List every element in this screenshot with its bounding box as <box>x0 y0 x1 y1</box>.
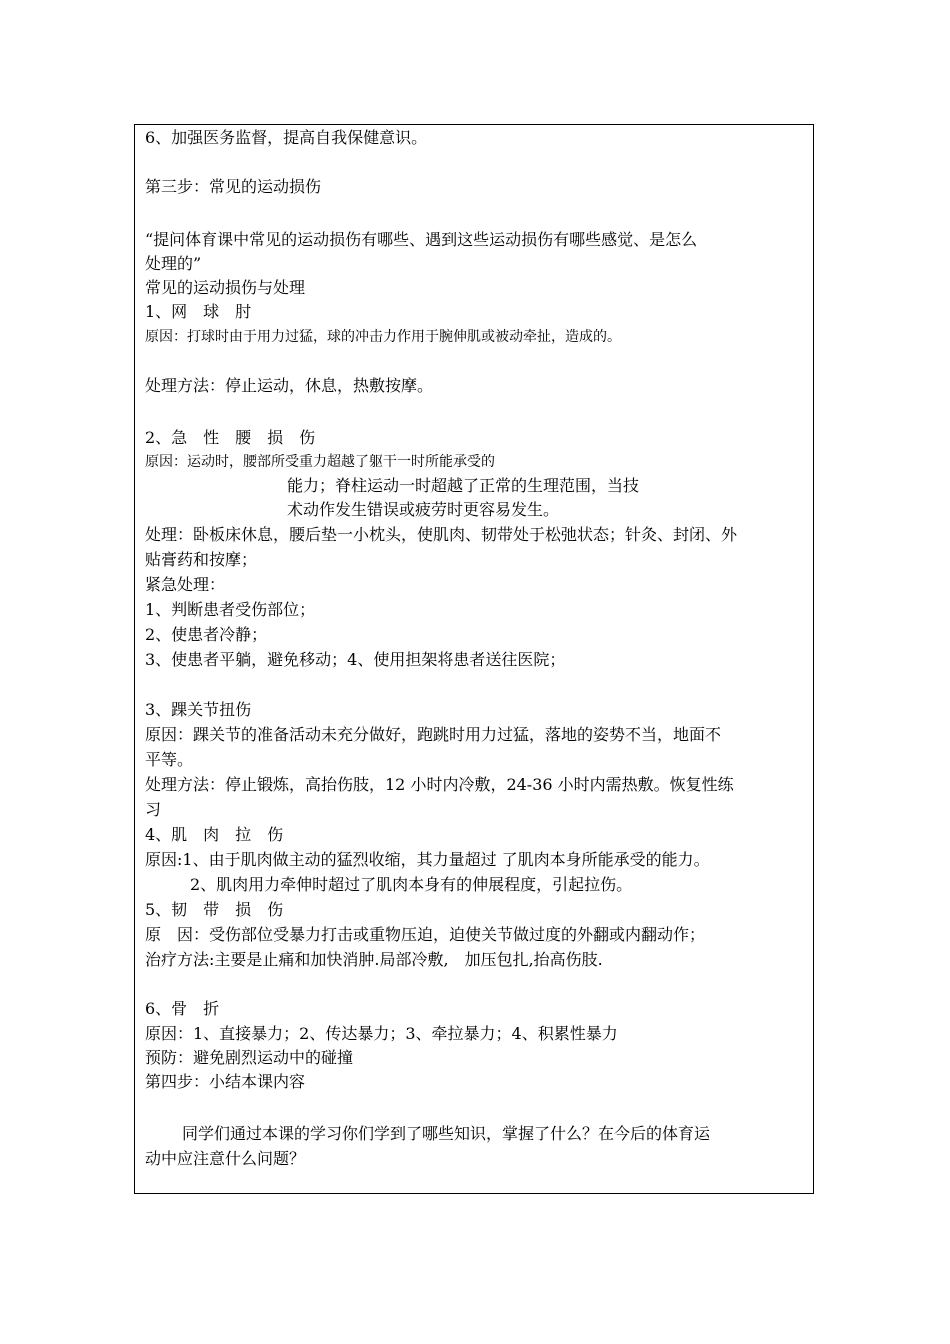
injury-heading: 2、急 性 腰 损 伤 <box>145 428 316 447</box>
text-line: 治疗方法:主要是止痛和加快消肿.局部冷敷, 加压包扎,抬高伤肢. <box>145 950 603 969</box>
text-line: 预防：避免剧烈运动中的碰撞 <box>145 1048 354 1067</box>
text-line: 原因:1、由于肌肉做主动的猛烈收缩，其力量超过 了肌肉本身所能承受的能力。 <box>145 850 710 869</box>
text-line: “提问体育课中常见的运动损伤有哪些、遇到这些运动损伤有哪些感觉、是怎么 <box>145 230 698 249</box>
text-line: 常见的运动损伤与处理 <box>145 278 306 297</box>
injury-heading: 3、踝关节扭伤 <box>145 700 252 719</box>
text-line: 原因：运动时，腰部所受重力超越了躯干一时所能承受的 <box>145 454 495 470</box>
section-heading: 第三步：常见的运动损伤 <box>145 177 322 196</box>
section-heading: 第四步：小结本课内容 <box>145 1072 306 1091</box>
text-line: 原因：1、直接暴力；2、传达暴力；3、牵拉暴力；4、积累性暴力 <box>145 1024 618 1043</box>
text-line: 原 因：受伤部位受暴力打击或重物压迫，迫使关节做过度的外翻或内翻动作； <box>145 925 706 944</box>
injury-heading: 5、韧 带 损 伤 <box>145 900 284 919</box>
text-line: 处理：卧板床休息，腰后垫一小枕头，使肌肉、韧带处于松弛状态；针灸、封闭、外 <box>145 525 738 544</box>
text-line: 处理方法：停止锻炼，高抬伤肢，12 小时内冷敷，24-36 小时内需热敷。恢复性练 <box>145 775 734 794</box>
injury-heading: 1、网 球 肘 <box>145 302 252 321</box>
text-line: 2、使患者冷静； <box>145 625 268 644</box>
text-line: 处理的” <box>145 254 202 273</box>
text-line: 术动作发生错误或疲劳时更容易发生。 <box>287 500 560 519</box>
text-line: 原因：打球时由于用力过猛，球的冲击力作用于腕伸肌或被动牵扯，造成的。 <box>145 329 621 345</box>
text-line: 能力；脊柱运动一时超越了正常的生理范围，当技 <box>287 476 640 495</box>
text-line: 2、肌肉用力牵伸时超过了肌肉本身有的伸展程度，引起拉伤。 <box>190 875 633 894</box>
text-line: 动中应注意什么问题？ <box>145 1149 306 1168</box>
text-line: 同学们通过本课的学习你们学到了哪些知识，掌握了什么？在今后的体育运 <box>182 1124 711 1143</box>
injury-heading: 6、骨 折 <box>145 999 220 1018</box>
text-line: 6、加强医务监督，提高自我保健意识。 <box>145 128 428 147</box>
text-line: 3、使患者平躺，避免移动；4、使用担架将患者送往医院； <box>145 650 566 669</box>
text-line: 紧急处理： <box>145 575 226 594</box>
text-line: 贴膏药和按摩； <box>145 550 258 569</box>
text-line: 处理方法：停止运动，休息，热敷按摩。 <box>145 376 434 395</box>
text-line: 原因：踝关节的准备活动未充分做好，跑跳时用力过猛，落地的姿势不当，地面不 <box>145 725 722 744</box>
text-line: 习 <box>145 800 162 819</box>
text-line: 1、判断患者受伤部位； <box>145 600 316 619</box>
injury-heading: 4、肌 肉 拉 伤 <box>145 825 284 844</box>
text-line: 平等。 <box>145 750 194 769</box>
